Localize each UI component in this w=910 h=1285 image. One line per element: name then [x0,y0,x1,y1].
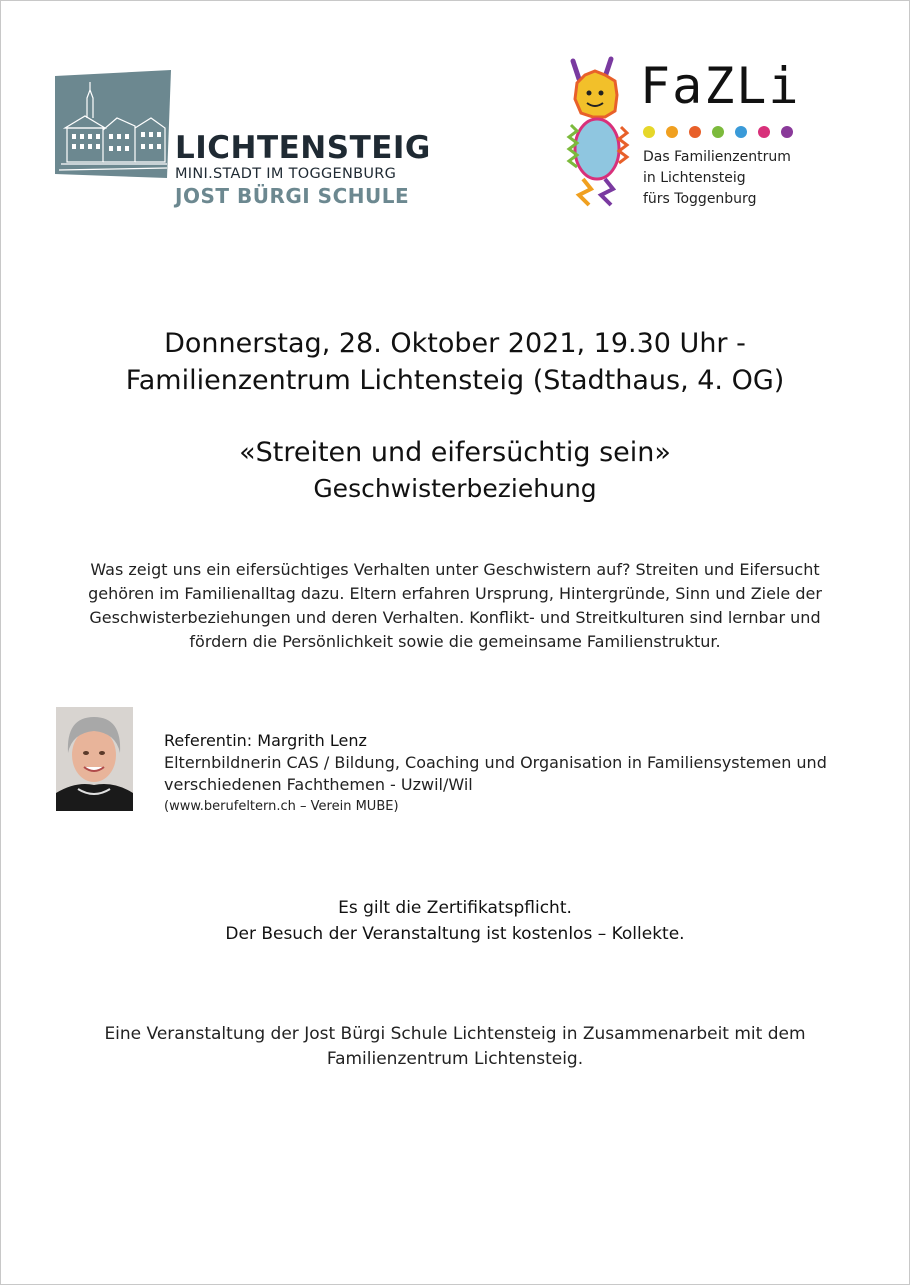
color-dot [712,126,724,138]
speaker-website: (www.berufeltern.ch – Verein MUBE) [164,799,399,814]
speaker-name: Referentin: Margrith Lenz [164,731,367,750]
school-logo [55,70,431,215]
organizer-text: Eine Veranstaltung der Jost Bürgi Schule Lichtensteig in Zusammenarbeit mit dem Familienzentrum Lichtensteig. [104,1024,806,1069]
event-date: Donnerstag, 28. Oktober 2021, 19.30 Uhr - [164,328,746,359]
color-dot [643,126,655,138]
speaker-info [164,730,884,818]
color-dot [689,126,701,138]
color-dot [666,126,678,138]
speaker-portrait [56,707,133,811]
event-datetime-location [0,325,910,399]
color-dot [735,126,747,138]
town-illustration-icon [55,70,173,182]
notice-free-entry: Der Besuch der Veranstaltung ist kostenlos – Kollekte. [225,924,685,944]
event-title: «Streiten und eifersüchtig sein» [239,437,671,468]
fazli-wordmark: FaZLi [640,57,801,115]
color-dots [643,123,804,137]
logo-school-name: JOST BÜRGI SCHULE [175,184,410,208]
speaker-role: Elternbildnerin CAS / Bildung, Coaching und Organisation in Familiensystemen und verschiedenen Fachthemen - Uzwil/Wil [164,753,827,794]
color-dot [781,126,793,138]
event-description: Was zeigt uns ein eifersüchtiges Verhalten unter Geschwistern auf? Streiten und Eifersucht gehören im Familienalltag dazu. Eltern erfahren Ursprung, Hintergründe, Sinn und Ziele der Geschwisterbeziehungen und deren Verhalten. Konflikt- und Streitkulturen sind lernbar und fördern die Persönlichkeit sowie die gemeinsame Familienstruktur. [88,560,822,651]
event-subtitle: Geschwisterbeziehung [313,474,597,503]
fazli-subtitle-line1: Das Familienzentrum [643,149,791,165]
event-location: Familienzentrum Lichtensteig (Stadthaus, 4. OG) [125,365,785,396]
notice-certificate: Es gilt die Zertifikatspflicht. [338,898,572,918]
fazli-subtitle-line3: fürs Toggenburg [643,191,757,207]
organizer-footer [0,1022,910,1072]
fazli-subtitle-line2: in Lichtensteig [643,170,746,186]
event-notice [0,895,910,947]
fazli-logo [565,55,825,215]
logo-town-tagline: MINI.STADT IM TOGGENBURG [175,166,397,182]
color-dot [758,126,770,138]
creature-drawing-icon [565,55,633,210]
logo-town-name: LICHTENSTEIG [175,130,431,166]
